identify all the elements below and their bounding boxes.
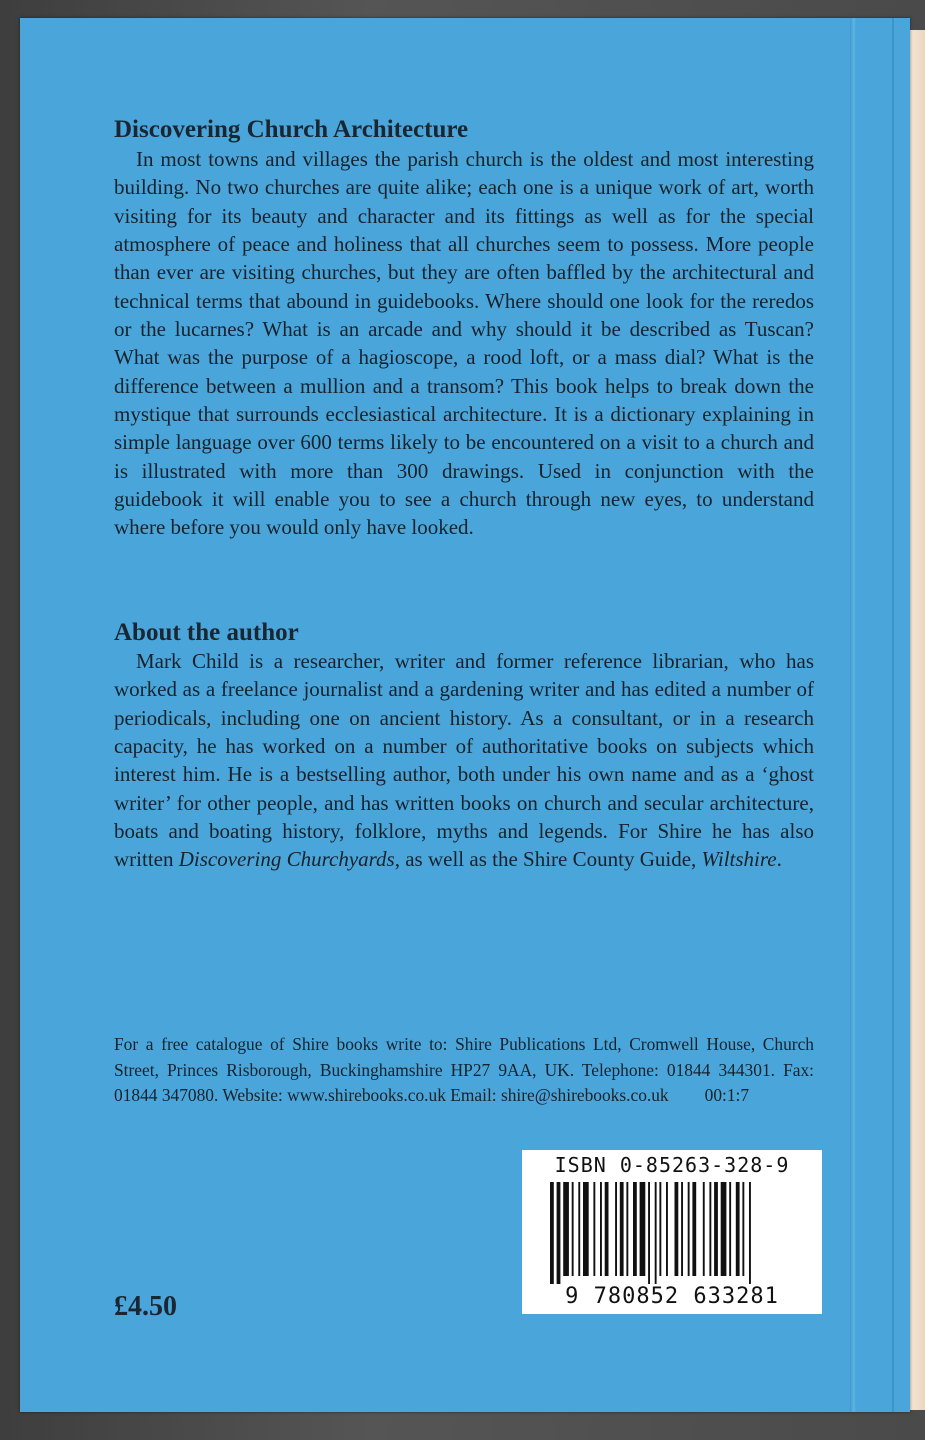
- ean-first-digit: 9: [565, 1284, 580, 1309]
- ean-left-group: 780852: [593, 1284, 680, 1309]
- barcode-bar: [736, 1182, 740, 1276]
- barcode-label: [522, 1150, 822, 1314]
- description-paragraph: In most towns and villages the parish church is the oldest and most interesting building. No two churches are quite alike; each one is a unique work of art, worth visiting for its beauty and character and its fittings as well as for the special atmosphere of peace and holiness that all churches seem to possess. More people than ever are visiting churches, but they are often baffled by the architectural and technical terms that abound in guidebooks. Where should one look for the reredos or the lucarnes? What is an arcade and why should it be described as Tuscan? What was the purpose of a hagioscope, a rood loft, or a mass dial? What is the difference between a mullion and a transom? This book helps to break down the mystique that surrounds ecclesiastical architecture. It is a dictionary explaining in simple language over 600 terms likely to be encountered on a visit to a church and is illustrated with more than 300 drawings. Used in conjunction with the guidebook it will enable you to see a church through new eyes, to understand where before you would only have looked.: [114, 147, 814, 540]
- author-body-main: Mark Child is a researcher, writer and former reference librarian, who has worked as a freelance journalist and a gardening writer and has edited a number of periodicals, including one on ancient history. As a consultant, or in a research capacity, he has worked on a number of authoritative books on subjects which interest him. He is a bestselling author, both under his own name and as a ‘ghost writer’ for other people, and has written books on church and secular architecture, boats and boating history, folklore, myths and legends. For Shire he has also written: [114, 649, 814, 872]
- spine-crease: [892, 18, 894, 1412]
- barcode-bar: [675, 1182, 679, 1276]
- catalogue-text: For a free catalogue of Shire books write to: Shire Publications Ltd, Cromwell House, Church Street, Princes Risborough, Buckinghamshire HP27 9AA, UK. Telephone: 01844 344301. Fax: 01844 347080. Website: www.shirebooks.co.uk Email: shire@shirebooks.co.uk: [114, 1034, 814, 1105]
- barcode-bar: [615, 1182, 617, 1276]
- description-heading: Discovering Church Architecture: [114, 116, 469, 143]
- price-label: £4.50: [114, 1291, 177, 1322]
- barcode-bar: [681, 1182, 683, 1276]
- book-title-churchyards: Discovering Churchyards: [178, 847, 395, 872]
- barcode-bar: [655, 1182, 657, 1284]
- barcode-bar: [563, 1182, 569, 1276]
- barcode-bar: [742, 1182, 744, 1276]
- ean-number: [522, 1284, 822, 1310]
- barcode-bar: [593, 1182, 595, 1276]
- barcode-bar: [583, 1182, 589, 1276]
- barcode-bar: [714, 1182, 718, 1276]
- barcode-bar: [626, 1182, 628, 1276]
- author-heading: About the author: [114, 619, 299, 646]
- barcode-bar: [688, 1182, 690, 1276]
- ean-right-group: 633281: [693, 1284, 779, 1309]
- barcode-bar: [640, 1182, 646, 1276]
- author-body-middle: , as well as the Shire County Guide,: [394, 847, 702, 872]
- barcode-bar: [578, 1182, 580, 1276]
- barcode-icon: [550, 1182, 794, 1284]
- barcode-bar: [600, 1182, 602, 1276]
- barcode-bar: [659, 1182, 661, 1276]
- barcode-bar: [703, 1182, 705, 1276]
- author-body-end: .: [776, 847, 782, 872]
- barcode-bar: [572, 1182, 574, 1276]
- barcode-bar: [692, 1182, 696, 1276]
- spine-fold: [850, 18, 856, 1412]
- barcode-bar: [620, 1182, 624, 1276]
- isbn-number: ISBN 0-85263-328-9: [554, 1153, 790, 1177]
- author-paragraph: [114, 647, 814, 874]
- barcode-bar: [605, 1182, 609, 1276]
- barcode-bar: [721, 1182, 727, 1276]
- barcode-bar: [550, 1182, 554, 1284]
- catalogue-code: 00:1:7: [704, 1085, 750, 1105]
- barcode-bar: [666, 1182, 668, 1276]
- catalogue-notice: [114, 1032, 814, 1109]
- barcode-bar: [709, 1182, 711, 1276]
- book-title-wiltshire: Wiltshire: [701, 847, 777, 872]
- barcode-bar: [557, 1182, 561, 1284]
- page-edges: [910, 30, 925, 1410]
- barcode-bar: [749, 1182, 751, 1284]
- barcode-bar: [633, 1182, 637, 1276]
- barcode-bar: [729, 1182, 731, 1276]
- barcode-bar: [648, 1182, 650, 1284]
